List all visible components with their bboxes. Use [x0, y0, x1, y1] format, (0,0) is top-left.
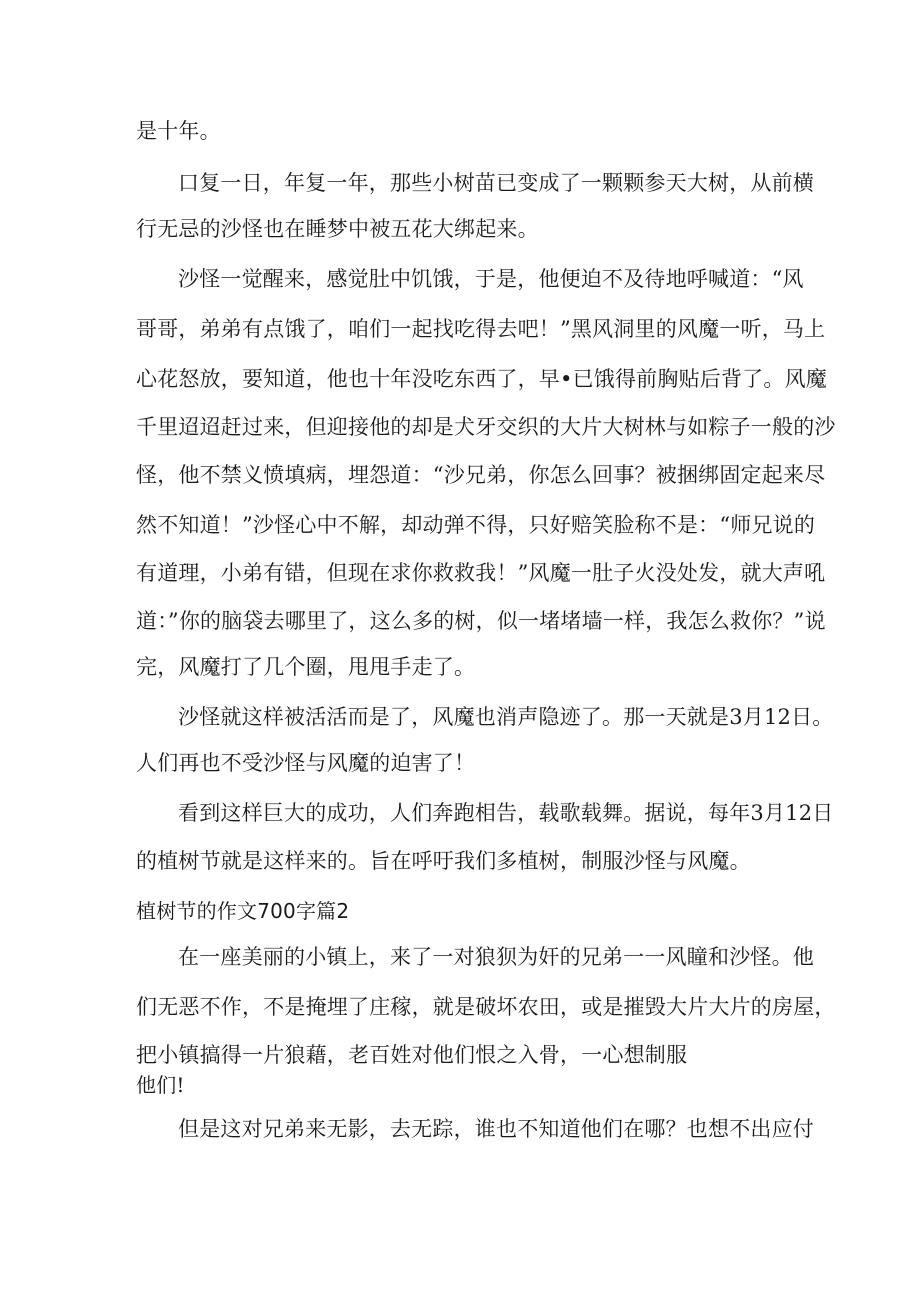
text-line-19: 们无恶不作，不是掩埋了庄稼，就是破坏农田，或是摧毁大片大片的房屋， — [136, 995, 836, 1019]
text-line-21: 他们! — [136, 1073, 185, 1097]
text-line-9: 然不知道！”沙怪心中不解，却动弹不得，只好赔笑脸称不是：“师兄说的 — [136, 513, 816, 537]
text-line-11: 道：”你的脑袋去哪里了，这么多的树，似一堵堵墙一样，我怎么救你？”说 — [136, 609, 826, 633]
text-line-20: 把小镇搞得一片狼藉，老百姓对他们恨之入骨，一心想制服 — [136, 1043, 688, 1067]
section-heading: 植树节的作文700字篇2 — [136, 899, 350, 923]
text-line-22: 但是这对兄弟来无影，去无踪，谁也不知道他们在哪？也想不出应付 — [178, 1117, 814, 1141]
text-line-2: 口复一日，年复一年，那些小树苗已变成了一颗颗参天大树，从前横 — [178, 171, 814, 195]
text-line-5: 哥哥，弟弟有点饿了，咱们一起找吃得去吧！”黑风洞里的风魔一听，马上 — [136, 317, 826, 341]
text-line-14: 人们再也不受沙怪与风魔的迫害了！ — [136, 751, 476, 775]
text-line-6: 心花怒放，要知道，他也十年没吃东西了，早•已饿得前胸贴后背了。风魔 — [136, 367, 827, 391]
text-line-15: 看到这样巨大的成功，人们奔跑相告，载歌载舞。据说，每年3月12日 — [178, 801, 834, 825]
text-line-18: 在一座美丽的小镇上，来了一对狼狈为奸的兄弟一一风瞳和沙怪。他 — [178, 945, 814, 969]
text-line-10: 有道理，小弟有错，但现在求你救救我！”风魔一肚子火没处发，就大声吼 — [136, 561, 826, 585]
text-line-13: 沙怪就这样被活活而是了，风魔也消声隐迹了。那一天就是3月12日。 — [178, 705, 834, 729]
text-line-16: 的植树节就是这样来的。旨在呼吁我们多植树，制服沙怪与风魔。 — [136, 849, 751, 873]
text-line-7: 千里迢迢赶过来，但迎接他的却是犬牙交织的大片大树林与如粽子一般的沙 — [136, 415, 836, 439]
text-line-8: 怪，他不禁义愤填病，埋怨道：“沙兄弟，你怎么回事？被捆绑固定起来尽 — [136, 463, 826, 487]
text-line-12: 完，风魔打了几个圈，甩甩手走了。 — [136, 655, 476, 679]
text-line-4: 沙怪一觉醒来，感觉肚中饥饿，于是，他便迫不及待地呼喊道：“风 — [178, 267, 804, 291]
text-line-3: 行无忌的沙怪也在睡梦中被五花大绑起来。 — [136, 217, 539, 241]
text-line-1: 是十年。 — [136, 119, 221, 143]
